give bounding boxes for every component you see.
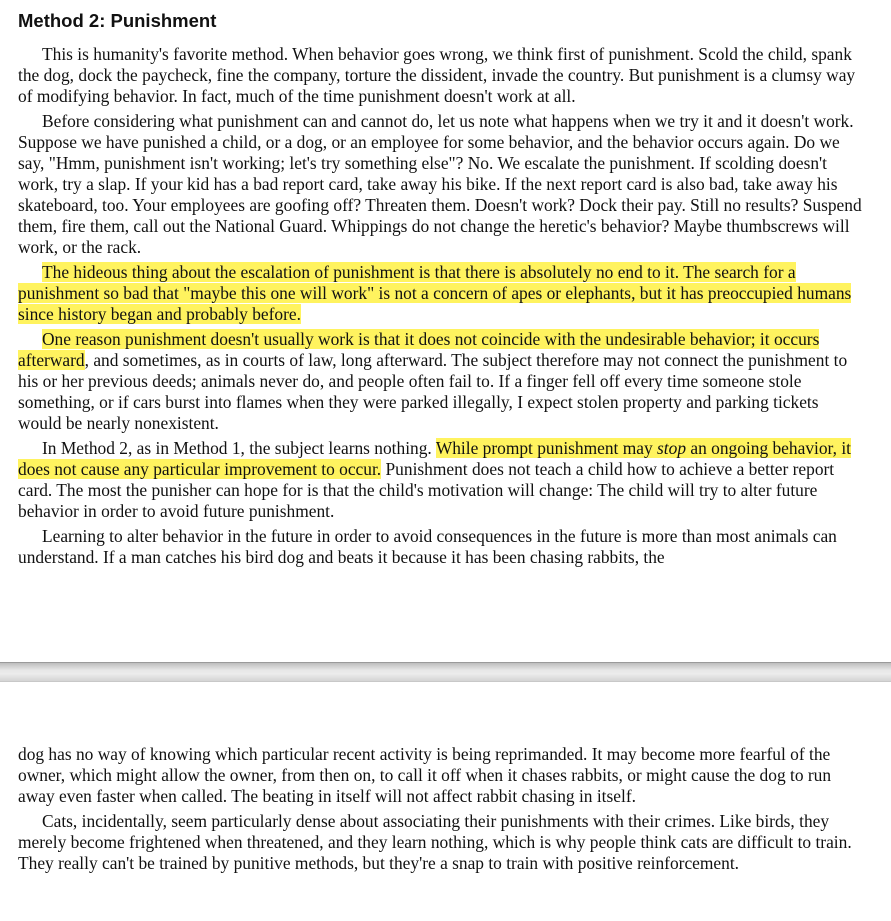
section-heading: Method 2: Punishment	[18, 10, 217, 31]
paragraph-text: In Method 2, as in Method 1, the subject learns nothing.	[42, 438, 436, 458]
paragraph-text: Punishment does not teach a child how to achieve a better report card. The most the punisher can hope for is that the child's motivation will change: The child will try to alter future behavior in order to avoid future punishment.	[18, 459, 835, 521]
paragraph-text: , and sometimes, as in courts of law, long afterward. The subject therefore may not connect the punishment to his or her previous deeds; animals never do, and people often fail to. If a finger fell off every time someone stole something, or if cars burst into flames when they were parked illegally, I expect stolen property and parking tickets would be nearly nonexistent.	[18, 350, 848, 433]
page-separator	[0, 662, 891, 682]
paragraph-4	[18, 329, 863, 434]
paragraph-1: This is humanity's favorite method. When behavior goes wrong, we think first of punishment. Scold the child, spank the dog, dock the paycheck, fine the company, torture the dissident, invade the country. But punishment is a clumsy way of modifying behavior. In fact, much of the time punishment doesn't work at all.	[18, 44, 856, 106]
highlighted-text: The hideous thing about the escalation of punishment is that there is absolutely no end to it. The search for a punishment so bad that "maybe this one will work" is not a concern of apes or elephants, but it has preoccupied humans since history began and probably before.	[18, 262, 852, 324]
paragraph-3	[18, 262, 863, 325]
paragraph-2: Before considering what punishment can and cannot do, let us note what happens when we try it and it doesn't work. Suppose we have punished a child, or a dog, or an employee for some behavior, and the behavior occurs again. Do we say, "Hmm, punishment isn't working; let's try something else"? No. We escalate the punishment. If scolding doesn't work, try a slap. If your kid has a bad report card, take away his bike. If the next report card is also bad, take away his skateboard, too. Your employees are goofing off? Threaten them. Doesn't work? Dock their pay. Still no results? Suspend them, fire them, call out the National Guard. Whippings do not change the heretic's behavior? Maybe thumbscrews will work, or the rack.	[18, 111, 862, 257]
emphasized-word: stop	[657, 438, 687, 458]
page-2-body	[18, 744, 863, 878]
paragraph-6: Learning to alter behavior in the future in order to avoid consequences in the future is more than most animals can understand. If a man catches his bird dog and beats it because it has been chasing rabbits, the	[18, 526, 837, 567]
highlighted-text-part: an ongoing behavior, it does not cause any particular improvement to occur.	[18, 438, 851, 479]
page-1-body	[18, 44, 863, 572]
document-page-2	[0, 682, 891, 921]
paragraph-cats: Cats, incidentally, seem particularly dense about associating their punishments with their crimes. Like birds, they merely become frightened when threatened, and they learn nothing, which is why people think cats are difficult to train. They really can't be trained by punitive methods, but they're a snap to train with positive reinforcement.	[18, 811, 852, 873]
highlighted-text: One reason punishment doesn't usually work is that it does not coincide with the undesirable behavior; it occurs afterward	[18, 329, 820, 370]
highlighted-text-part: While prompt punishment may	[435, 438, 658, 458]
paragraph-5	[18, 438, 863, 522]
paragraph-continued: dog has no way of knowing which particular recent activity is being reprimanded. It may become more fearful of the owner, which might allow the owner, from then on, to call it off when it chases rabbits, or might cause the dog to run away even faster when called. The beating in itself will not affect rabbit chasing in itself.	[18, 744, 832, 806]
